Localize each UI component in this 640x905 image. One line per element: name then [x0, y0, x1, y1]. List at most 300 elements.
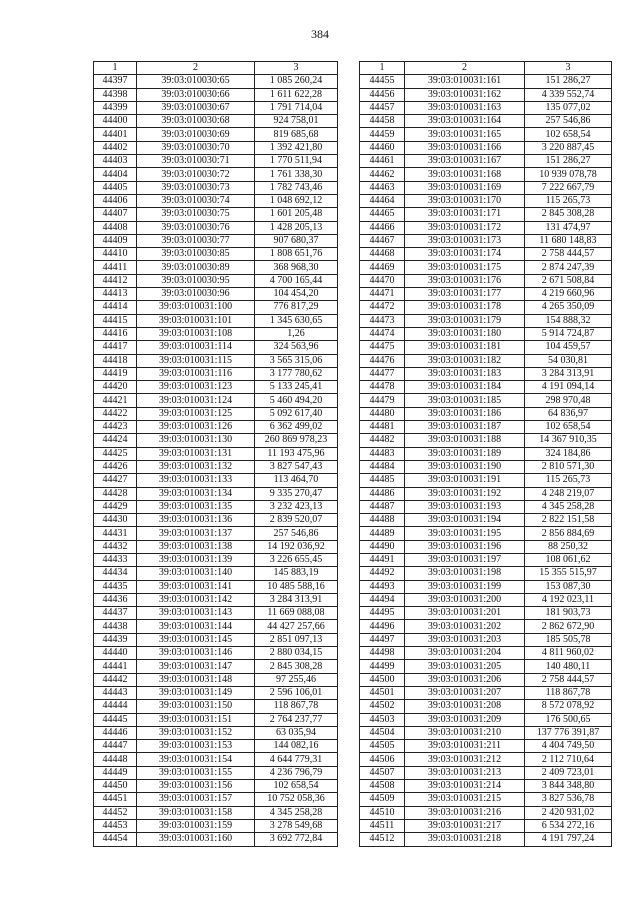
value-cell: 257 546,86: [525, 115, 612, 128]
value-cell: 102 658,54: [255, 780, 338, 793]
row-number-cell: 44450: [94, 780, 137, 793]
value-cell: 2 845 308,28: [255, 660, 338, 673]
table-row: [360, 101, 612, 114]
row-number-cell: 44428: [94, 487, 137, 500]
value-cell: 4 811 960,02: [525, 647, 612, 660]
row-number-cell: 44499: [360, 660, 405, 673]
table-row: [360, 181, 612, 194]
table-row: [94, 248, 338, 261]
row-number-cell: 44511: [360, 819, 405, 832]
row-number-cell: 44491: [360, 553, 405, 566]
value-cell: 1 761 338,30: [255, 168, 338, 181]
cadastral-number-cell: 39:03:010031:142: [137, 593, 255, 606]
cadastral-number-cell: 39:03:010031:182: [405, 354, 525, 367]
cadastral-number-cell: 39:03:010031:162: [405, 88, 525, 101]
value-cell: 776 817,29: [255, 301, 338, 314]
table-row: [94, 101, 338, 114]
row-number-cell: 44510: [360, 806, 405, 819]
row-number-cell: 44433: [94, 553, 137, 566]
value-cell: 11 193 475,96: [255, 447, 338, 460]
value-cell: 368 968,30: [255, 261, 338, 274]
row-number-cell: 44502: [360, 700, 405, 713]
row-number-cell: 44468: [360, 248, 405, 261]
table-row: [94, 115, 338, 128]
value-cell: 3 278 549,68: [255, 819, 338, 832]
value-cell: 102 658,54: [525, 421, 612, 434]
value-cell: 819 685,68: [255, 128, 338, 141]
row-number-cell: 44490: [360, 540, 405, 553]
cadastral-number-cell: 39:03:010031:177: [405, 288, 525, 301]
table-row: [360, 753, 612, 766]
value-cell: 4 339 552,74: [525, 88, 612, 101]
table-row: [360, 261, 612, 274]
value-cell: 145 883,19: [255, 567, 338, 580]
value-cell: 2 596 106,01: [255, 686, 338, 699]
cadastral-number-cell: 39:03:010030:67: [137, 101, 255, 114]
value-cell: 10 939 078,78: [525, 168, 612, 181]
cadastral-number-cell: 39:03:010031:152: [137, 726, 255, 739]
cadastral-number-cell: 39:03:010031:194: [405, 514, 525, 527]
table-row: [94, 447, 338, 460]
cadastral-table-left: [93, 61, 338, 847]
table-row: [360, 341, 612, 354]
row-number-cell: 44458: [360, 115, 405, 128]
value-cell: 14 192 036,92: [255, 540, 338, 553]
row-number-cell: 44422: [94, 407, 137, 420]
cadastral-number-cell: 39:03:010031:218: [405, 833, 525, 846]
table-row: [94, 633, 338, 646]
table-row: [94, 141, 338, 154]
cadastral-number-cell: 39:03:010031:188: [405, 434, 525, 447]
table-row: [360, 500, 612, 513]
cadastral-number-cell: 39:03:010030:96: [137, 288, 255, 301]
row-number-cell: 44506: [360, 753, 405, 766]
value-cell: 2 112 710,64: [525, 753, 612, 766]
table-row: [360, 686, 612, 699]
row-number-cell: 44424: [94, 434, 137, 447]
row-number-cell: 44453: [94, 819, 137, 832]
row-number-cell: 44487: [360, 500, 405, 513]
value-cell: 115 265,73: [525, 194, 612, 207]
row-number-cell: 44430: [94, 514, 137, 527]
value-cell: 2 810 571,30: [525, 460, 612, 473]
table-row: [360, 327, 612, 340]
value-cell: 9 335 270,47: [255, 487, 338, 500]
table-row: [94, 713, 338, 726]
cadastral-number-cell: 39:03:010030:75: [137, 208, 255, 221]
row-number-cell: 44480: [360, 407, 405, 420]
column-header-1: 1: [94, 62, 137, 75]
value-cell: 1 085 260,24: [255, 75, 338, 88]
cadastral-number-cell: 39:03:010031:159: [137, 819, 255, 832]
row-number-cell: 44481: [360, 421, 405, 434]
value-cell: 54 030,81: [525, 354, 612, 367]
row-number-cell: 44400: [94, 115, 137, 128]
table-row: [360, 234, 612, 247]
row-number-cell: 44498: [360, 647, 405, 660]
cadastral-number-cell: 39:03:010031:144: [137, 620, 255, 633]
table-row: [94, 500, 338, 513]
row-number-cell: 44464: [360, 194, 405, 207]
cadastral-number-cell: 39:03:010031:161: [405, 75, 525, 88]
value-cell: 151 286,27: [525, 75, 612, 88]
cadastral-number-cell: 39:03:010031:195: [405, 527, 525, 540]
cadastral-number-cell: 39:03:010031:132: [137, 460, 255, 473]
cadastral-number-cell: 39:03:010031:133: [137, 474, 255, 487]
table-row: [360, 274, 612, 287]
value-cell: 3 226 655,45: [255, 553, 338, 566]
cadastral-number-cell: 39:03:010031:123: [137, 381, 255, 394]
cadastral-number-cell: 39:03:010031:204: [405, 647, 525, 660]
table-row: [360, 580, 612, 593]
row-number-cell: 44483: [360, 447, 405, 460]
table-row: [94, 740, 338, 753]
value-cell: 4 248 219,07: [525, 487, 612, 500]
row-number-cell: 44494: [360, 593, 405, 606]
row-number-cell: 44416: [94, 327, 137, 340]
row-number-cell: 44484: [360, 460, 405, 473]
table-row: [360, 434, 612, 447]
row-number-cell: 44440: [94, 647, 137, 660]
cadastral-number-cell: 39:03:010031:114: [137, 341, 255, 354]
cadastral-number-cell: 39:03:010031:134: [137, 487, 255, 500]
table-row: [94, 381, 338, 394]
table-row: [94, 833, 338, 846]
cadastral-number-cell: 39:03:010030:95: [137, 274, 255, 287]
cadastral-number-cell: 39:03:010031:143: [137, 607, 255, 620]
row-number-cell: 44449: [94, 766, 137, 779]
table-row: [94, 301, 338, 314]
table-row: [94, 181, 338, 194]
table-row: [360, 553, 612, 566]
value-cell: 2 851 097,13: [255, 633, 338, 646]
row-number-cell: 44485: [360, 474, 405, 487]
cadastral-number-cell: 39:03:010030:65: [137, 75, 255, 88]
value-cell: 1,26: [255, 327, 338, 340]
table-row: [94, 700, 338, 713]
row-number-cell: 44445: [94, 713, 137, 726]
table-row: [360, 700, 612, 713]
table-row: [360, 607, 612, 620]
value-cell: 4 191 797,24: [525, 833, 612, 846]
row-number-cell: 44501: [360, 686, 405, 699]
table-row: [360, 460, 612, 473]
table-row: [94, 686, 338, 699]
table-row: [360, 248, 612, 261]
row-number-cell: 44429: [94, 500, 137, 513]
cadastral-number-cell: 39:03:010031:178: [405, 301, 525, 314]
row-number-cell: 44411: [94, 261, 137, 274]
table-row: [360, 168, 612, 181]
value-cell: 5 133 245,41: [255, 381, 338, 394]
value-cell: 118 867,78: [255, 700, 338, 713]
value-cell: 104 454,20: [255, 288, 338, 301]
row-number-cell: 44446: [94, 726, 137, 739]
cadastral-number-cell: 39:03:010031:174: [405, 248, 525, 261]
row-number-cell: 44493: [360, 580, 405, 593]
value-cell: 11 669 088,08: [255, 607, 338, 620]
cadastral-number-cell: 39:03:010031:192: [405, 487, 525, 500]
cadastral-number-cell: 39:03:010031:169: [405, 181, 525, 194]
cadastral-number-cell: 39:03:010031:183: [405, 367, 525, 380]
table-row: [94, 593, 338, 606]
cadastral-number-cell: 39:03:010031:167: [405, 155, 525, 168]
table-row: [360, 221, 612, 234]
cadastral-number-cell: 39:03:010031:125: [137, 407, 255, 420]
cadastral-number-cell: 39:03:010031:136: [137, 514, 255, 527]
row-number-cell: 44409: [94, 234, 137, 247]
row-number-cell: 44495: [360, 607, 405, 620]
value-cell: 14 367 910,35: [525, 434, 612, 447]
cadastral-number-cell: 39:03:010030:72: [137, 168, 255, 181]
row-number-cell: 44472: [360, 301, 405, 314]
cadastral-number-cell: 39:03:010031:213: [405, 766, 525, 779]
row-number-cell: 44447: [94, 740, 137, 753]
table-row: [360, 141, 612, 154]
row-number-cell: 44467: [360, 234, 405, 247]
value-cell: 1 770 511,94: [255, 155, 338, 168]
row-number-cell: 44452: [94, 806, 137, 819]
row-number-cell: 44456: [360, 88, 405, 101]
cadastral-number-cell: 39:03:010031:201: [405, 607, 525, 620]
value-cell: 63 035,94: [255, 726, 338, 739]
cadastral-number-cell: 39:03:010031:187: [405, 421, 525, 434]
cadastral-number-cell: 39:03:010031:116: [137, 367, 255, 380]
cadastral-number-cell: 39:03:010031:217: [405, 819, 525, 832]
cadastral-number-cell: 39:03:010031:100: [137, 301, 255, 314]
value-cell: 44 427 257,66: [255, 620, 338, 633]
table-row: [94, 487, 338, 500]
value-cell: 115 265,73: [525, 474, 612, 487]
value-cell: 131 474,97: [525, 221, 612, 234]
value-cell: 4 644 779,31: [255, 753, 338, 766]
table-row: [360, 660, 612, 673]
value-cell: 5 092 617,40: [255, 407, 338, 420]
cadastral-number-cell: 39:03:010031:124: [137, 394, 255, 407]
table-row: [360, 367, 612, 380]
row-number-cell: 44402: [94, 141, 137, 154]
row-number-cell: 44507: [360, 766, 405, 779]
column-header-3: 3: [525, 62, 612, 75]
row-number-cell: 44479: [360, 394, 405, 407]
value-cell: 4 345 258,28: [525, 500, 612, 513]
cadastral-number-cell: 39:03:010031:140: [137, 567, 255, 580]
table-row: [360, 75, 612, 88]
value-cell: 64 836,97: [525, 407, 612, 420]
table-row: [360, 793, 612, 806]
row-number-cell: 44477: [360, 367, 405, 380]
table-row: [360, 474, 612, 487]
row-number-cell: 44438: [94, 620, 137, 633]
row-number-cell: 44418: [94, 354, 137, 367]
table-row: [360, 567, 612, 580]
table-row: [360, 806, 612, 819]
table-row: [94, 194, 338, 207]
cadastral-number-cell: 39:03:010030:77: [137, 234, 255, 247]
value-cell: 4 236 796,79: [255, 766, 338, 779]
row-number-cell: 44399: [94, 101, 137, 114]
value-cell: 1 428 205,13: [255, 221, 338, 234]
row-number-cell: 44405: [94, 181, 137, 194]
table-row: [94, 514, 338, 527]
cadastral-number-cell: 39:03:010031:145: [137, 633, 255, 646]
row-number-cell: 44443: [94, 686, 137, 699]
value-cell: 2 420 931,02: [525, 806, 612, 819]
value-cell: 3 177 780,62: [255, 367, 338, 380]
table-row: [360, 155, 612, 168]
row-number-cell: 44460: [360, 141, 405, 154]
value-cell: 5 460 494,20: [255, 394, 338, 407]
cadastral-number-cell: 39:03:010031:147: [137, 660, 255, 673]
table-row: [94, 314, 338, 327]
table-row: [360, 819, 612, 832]
table-row: [360, 407, 612, 420]
value-cell: 6 362 499,02: [255, 421, 338, 434]
row-number-cell: 44437: [94, 607, 137, 620]
value-cell: 3 284 313,91: [255, 593, 338, 606]
column-header-2: 2: [137, 62, 255, 75]
value-cell: 5 914 724,87: [525, 327, 612, 340]
value-cell: 7 222 667,79: [525, 181, 612, 194]
column-header-3: 3: [255, 62, 338, 75]
value-cell: 1 048 692,12: [255, 194, 338, 207]
value-cell: 104 459,57: [525, 341, 612, 354]
cadastral-number-cell: 39:03:010031:209: [405, 713, 525, 726]
cadastral-number-cell: 39:03:010030:76: [137, 221, 255, 234]
table-row: [94, 673, 338, 686]
value-cell: 144 082,16: [255, 740, 338, 753]
row-number-cell: 44431: [94, 527, 137, 540]
value-cell: 3 844 348,80: [525, 780, 612, 793]
row-number-cell: 44509: [360, 793, 405, 806]
table-row: [94, 460, 338, 473]
table-row: [94, 766, 338, 779]
cadastral-number-cell: 39:03:010031:101: [137, 314, 255, 327]
page-number: 384: [311, 27, 329, 41]
cadastral-number-cell: 39:03:010031:207: [405, 686, 525, 699]
cadastral-number-cell: 39:03:010031:186: [405, 407, 525, 420]
cadastral-number-cell: 39:03:010031:168: [405, 168, 525, 181]
row-number-cell: 44448: [94, 753, 137, 766]
table-row: [94, 421, 338, 434]
row-number-cell: 44412: [94, 274, 137, 287]
value-cell: 10 485 588,16: [255, 580, 338, 593]
value-cell: 97 255,46: [255, 673, 338, 686]
table-row: [94, 726, 338, 739]
value-cell: 1 345 630,65: [255, 314, 338, 327]
table-row: [94, 274, 338, 287]
row-number-cell: 44404: [94, 168, 137, 181]
row-number-cell: 44466: [360, 221, 405, 234]
table-row: [94, 434, 338, 447]
value-cell: 11 680 148,83: [525, 234, 612, 247]
table-row: [360, 288, 612, 301]
table-row: [94, 753, 338, 766]
table-row: [360, 780, 612, 793]
row-number-cell: 44432: [94, 540, 137, 553]
cadastral-number-cell: 39:03:010031:135: [137, 500, 255, 513]
table-row: [360, 633, 612, 646]
table-row: [360, 514, 612, 527]
row-number-cell: 44444: [94, 700, 137, 713]
value-cell: 113 464,70: [255, 474, 338, 487]
cadastral-number-cell: 39:03:010031:179: [405, 314, 525, 327]
row-number-cell: 44425: [94, 447, 137, 460]
row-number-cell: 44469: [360, 261, 405, 274]
table-row: [360, 673, 612, 686]
value-cell: 6 534 272,16: [525, 819, 612, 832]
cadastral-number-cell: 39:03:010030:85: [137, 248, 255, 261]
table-row: [94, 540, 338, 553]
cadastral-number-cell: 39:03:010031:203: [405, 633, 525, 646]
value-cell: 3 692 772,84: [255, 833, 338, 846]
table-row: [94, 261, 338, 274]
table-row: [360, 381, 612, 394]
table-row: [94, 208, 338, 221]
cadastral-number-cell: 39:03:010031:139: [137, 553, 255, 566]
value-cell: 181 903,73: [525, 607, 612, 620]
table-row: [94, 354, 338, 367]
value-cell: 3 284 313,91: [525, 367, 612, 380]
value-cell: 2 856 884,69: [525, 527, 612, 540]
cadastral-number-cell: 39:03:010031:156: [137, 780, 255, 793]
cadastral-number-cell: 39:03:010031:126: [137, 421, 255, 434]
value-cell: 2 758 444,57: [525, 248, 612, 261]
value-cell: 2 758 444,57: [525, 673, 612, 686]
row-number-cell: 44470: [360, 274, 405, 287]
table-row: [360, 128, 612, 141]
cadastral-number-cell: 39:03:010031:146: [137, 647, 255, 660]
row-number-cell: 44461: [360, 155, 405, 168]
table-row: [360, 540, 612, 553]
value-cell: 15 355 515,97: [525, 567, 612, 580]
row-number-cell: 44496: [360, 620, 405, 633]
table-row: [94, 128, 338, 141]
value-cell: 135 077,02: [525, 101, 612, 114]
row-number-cell: 44492: [360, 567, 405, 580]
row-number-cell: 44423: [94, 421, 137, 434]
cadastral-number-cell: 39:03:010031:131: [137, 447, 255, 460]
row-number-cell: 44508: [360, 780, 405, 793]
cadastral-number-cell: 39:03:010031:158: [137, 806, 255, 819]
row-number-cell: 44455: [360, 75, 405, 88]
value-cell: 2 671 508,84: [525, 274, 612, 287]
value-cell: 3 827 547,43: [255, 460, 338, 473]
cadastral-number-cell: 39:03:010030:73: [137, 181, 255, 194]
value-cell: 2 862 672,90: [525, 620, 612, 633]
cadastral-number-cell: 39:03:010031:151: [137, 713, 255, 726]
row-number-cell: 44398: [94, 88, 137, 101]
value-cell: 3 232 423,13: [255, 500, 338, 513]
value-cell: 4 219 660,96: [525, 288, 612, 301]
cadastral-number-cell: 39:03:010031:160: [137, 833, 255, 846]
cadastral-number-cell: 39:03:010031:155: [137, 766, 255, 779]
table-row: [94, 474, 338, 487]
table-row: [360, 726, 612, 739]
cadastral-number-cell: 39:03:010030:68: [137, 115, 255, 128]
row-number-cell: 44463: [360, 181, 405, 194]
value-cell: 2 845 308,28: [525, 208, 612, 221]
table-row: [94, 647, 338, 660]
table-row: [94, 806, 338, 819]
row-number-cell: 44426: [94, 460, 137, 473]
row-number-cell: 44441: [94, 660, 137, 673]
cadastral-number-cell: 39:03:010031:210: [405, 726, 525, 739]
row-number-cell: 44512: [360, 833, 405, 846]
cadastral-number-cell: 39:03:010031:214: [405, 780, 525, 793]
cadastral-table-right: [359, 61, 612, 847]
cadastral-number-cell: 39:03:010031:115: [137, 354, 255, 367]
